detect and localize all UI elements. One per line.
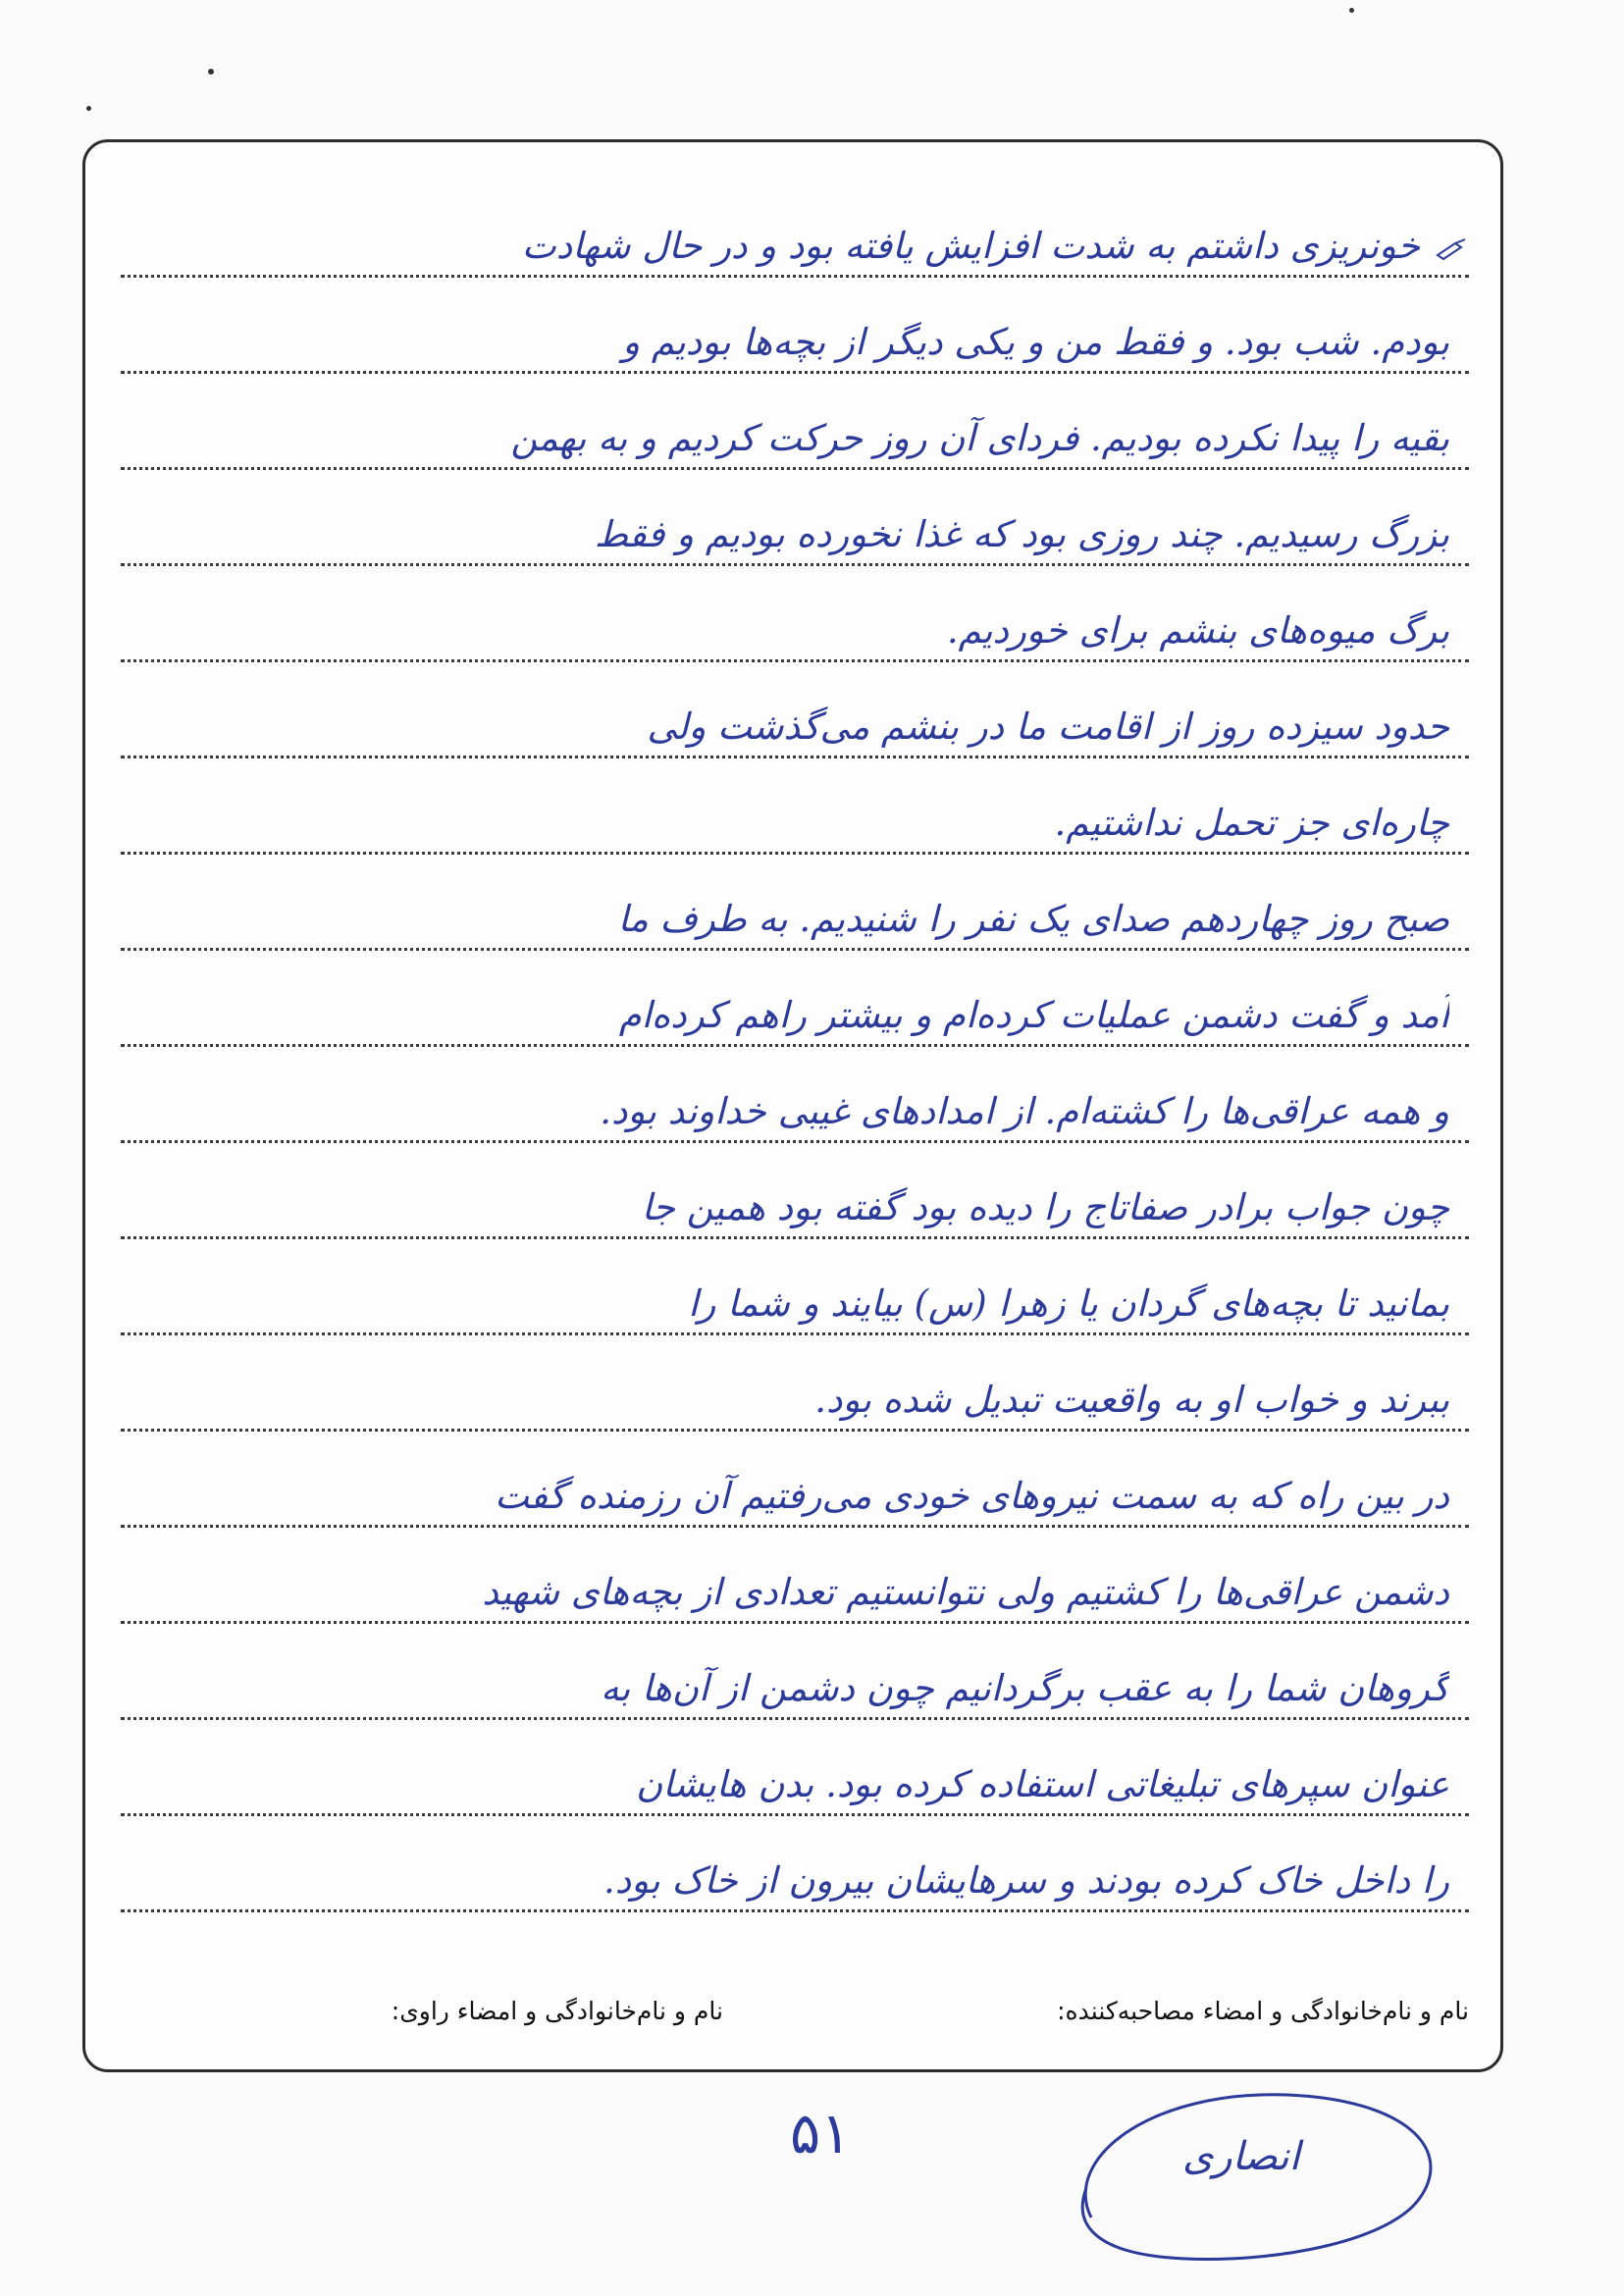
handwritten-text: ببرند و خواب او به واقعیت تبدیل شده بود. <box>814 1379 1449 1421</box>
ruled-line <box>121 662 1469 758</box>
paper-speck <box>1349 8 1354 13</box>
ruled-line <box>121 566 1469 662</box>
ruled-line <box>121 182 1469 278</box>
ruled-line <box>121 1335 1469 1432</box>
signature-name: انصاری <box>1182 2134 1300 2179</box>
handwritten-text: عنوان سپرهای تبلیغاتی استفاده کرده بود. بدن هایشان <box>636 1763 1449 1805</box>
handwritten-text: بودم. شب بود. و فقط من و یکی دیگر از بچه‌ها بودیم و <box>622 321 1449 363</box>
form-footer <box>121 1997 1469 2046</box>
form-frame <box>82 139 1503 2072</box>
ruled-line <box>121 1720 1469 1816</box>
ruled-line <box>121 1239 1469 1335</box>
handwritten-text: بمانید تا بچه‌های گردان یا زهرا (س) بیایند و شما را <box>688 1282 1449 1325</box>
handwritten-lines <box>121 182 1469 1912</box>
paper-speck <box>208 69 214 75</box>
ruled-line <box>121 470 1469 566</box>
ruled-line <box>121 374 1469 470</box>
handwritten-text: برگ میوه‌های بنشم برای خوردیم. <box>946 609 1449 652</box>
paper-speck <box>86 106 91 111</box>
handwritten-text: را داخل خاک کرده بودند و سرهایشان بیرون از خاک بود. <box>603 1859 1449 1902</box>
handwritten-text: در بین راه که به سمت نیروهای خودی می‌رفتیم آن رزمنده گفت <box>495 1475 1449 1517</box>
page-number: ۵۱ <box>790 2100 852 2166</box>
ruled-line <box>121 1816 1469 1912</box>
ruled-line <box>121 1432 1469 1528</box>
ruled-line <box>121 855 1469 951</box>
pen-icon <box>1436 237 1469 261</box>
interviewer-signature-label: نام و نام‌خانوادگی و امضاء مصاحبه‌کننده: <box>1057 1997 1469 2025</box>
handwritten-text: صبح روز چهاردهم صدای یک نفر را شنیدیم. به طرف ما <box>617 898 1449 940</box>
handwritten-text: خونریزی داشتم به شدت افزایش یافته بود و در حال شهادت <box>521 225 1420 267</box>
ruled-line <box>121 1528 1469 1624</box>
handwritten-text: آمد و گفت دشمن عملیات کرده‌ام و بیشتر راهم کرده‌ام <box>618 994 1449 1036</box>
ruled-line <box>121 758 1469 855</box>
ruled-line <box>121 278 1469 374</box>
ruled-line <box>121 1624 1469 1720</box>
ruled-line <box>121 1047 1469 1143</box>
ruled-line <box>121 1143 1469 1239</box>
handwritten-text: حدود سیزده روز از اقامت ما در بنشم می‌گذشت ولی <box>647 705 1449 748</box>
handwritten-text: بزرگ رسیدیم. چند روزی بود که غذا نخورده بودیم و فقط <box>594 513 1449 555</box>
handwritten-text: بقیه را پیدا نکرده بودیم. فردای آن روز حرکت کردیم و به بهمن <box>510 417 1449 459</box>
handwritten-text: چاره‌ای جز تحمل نداشتیم. <box>1054 802 1449 844</box>
narrator-signature-label: نام و نام‌خانوادگی و امضاء راوی: <box>391 1997 723 2025</box>
handwritten-text: و همه عراقی‌ها را کشته‌ام. از امدادهای غیبی خداوند بود. <box>600 1090 1449 1132</box>
handwritten-text: چون جواب برادر صفاتاج را دیده بود گفته بود همین جا <box>641 1186 1449 1228</box>
handwritten-text: دشمن عراقی‌ها را کشتیم ولی نتوانستیم تعدادی از بچه‌های شهید <box>482 1571 1449 1613</box>
ruled-line <box>121 951 1469 1047</box>
handwritten-text: گروهان شما را به عقب برگردانیم چون دشمن از آن‌ها به <box>601 1667 1449 1709</box>
